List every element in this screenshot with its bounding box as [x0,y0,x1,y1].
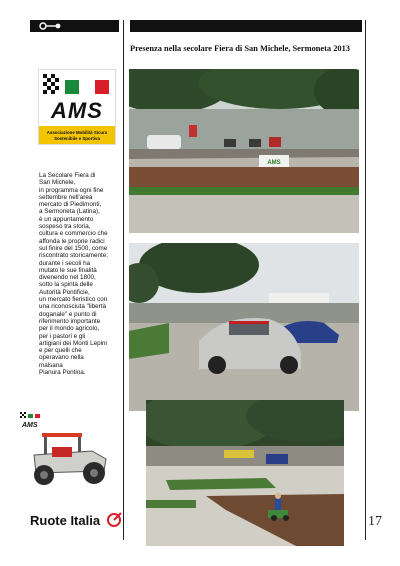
footer-brand-logo [30,512,124,528]
headline: Presenza nella secolare Fiera di San Michele, Sermoneta 2013 [130,44,350,53]
checkered-flag-icon [43,74,111,96]
text-line: una riconosciuta "libertà [39,303,106,311]
photo-fair-grounds [129,69,359,233]
text-line: in programma ogni fine [39,186,104,194]
right-margin-rule [365,20,366,540]
text-line: mutato le sue finalità [39,266,97,274]
page-number: 17 [368,514,382,529]
text-line: doganale" e punto di [39,310,97,318]
logo-subtitle-1: Associazione Mobilità Sicura [46,130,108,135]
text-line: affonda le proprie radici [39,237,105,245]
text-line: riscontrato storicamente; [39,252,108,260]
text-line: durante i secoli ha [39,259,91,267]
text-line: è un appuntamento [39,215,94,223]
steering-wheel-icon [104,512,124,528]
text-line: Autorità Pontificie, [39,288,90,296]
text-line: per il mondo agricolo, [39,325,100,333]
small-logo-text: AMS [22,422,38,429]
text-line: divenendo nel 1800, [39,274,96,282]
text-line: un mercato fieristico con [39,296,108,304]
text-line: mercato di Piedimonti, [39,201,102,209]
text-line: La Secolare Fiera di [39,172,96,179]
text-line: operavano nella [39,354,84,362]
photo-kids-track [146,400,344,546]
logo-band [39,126,115,144]
photo-porsche [129,243,359,411]
column-divider [123,20,124,540]
footer-brand-text: Ruote Italia [30,513,101,528]
text-line: malsana [39,361,63,369]
text-line: artigiani dei Monti Lepini [39,339,107,347]
text-line: per i pastori e gli [39,332,86,340]
logo-subtitle-2: Sostenibile e Sportiva [54,136,100,141]
text-line: a Sermoneta (Latina), [39,208,100,216]
text-line: sospeso tra storia, [39,223,91,231]
text-line: San Michele, [39,179,76,187]
header-bar-right [130,20,362,32]
text-line: e per quelli che [39,347,82,355]
text-line: cultura e commercio che [39,230,108,238]
text-line: settembre nell'area [39,193,93,201]
text-line: Pianura Pontina. [39,369,86,377]
sign-text: AMS [267,160,281,166]
text-line: sul finire del 1500, come [39,244,108,252]
ams-logo [38,69,116,145]
text-line: sotto la spinta delle [39,281,93,289]
logo-brand: AMS [51,98,103,123]
pin-icon [38,21,64,31]
toy-car-illustration [22,425,118,491]
article-text [39,172,121,376]
text-line: riferimento importante [39,317,101,325]
